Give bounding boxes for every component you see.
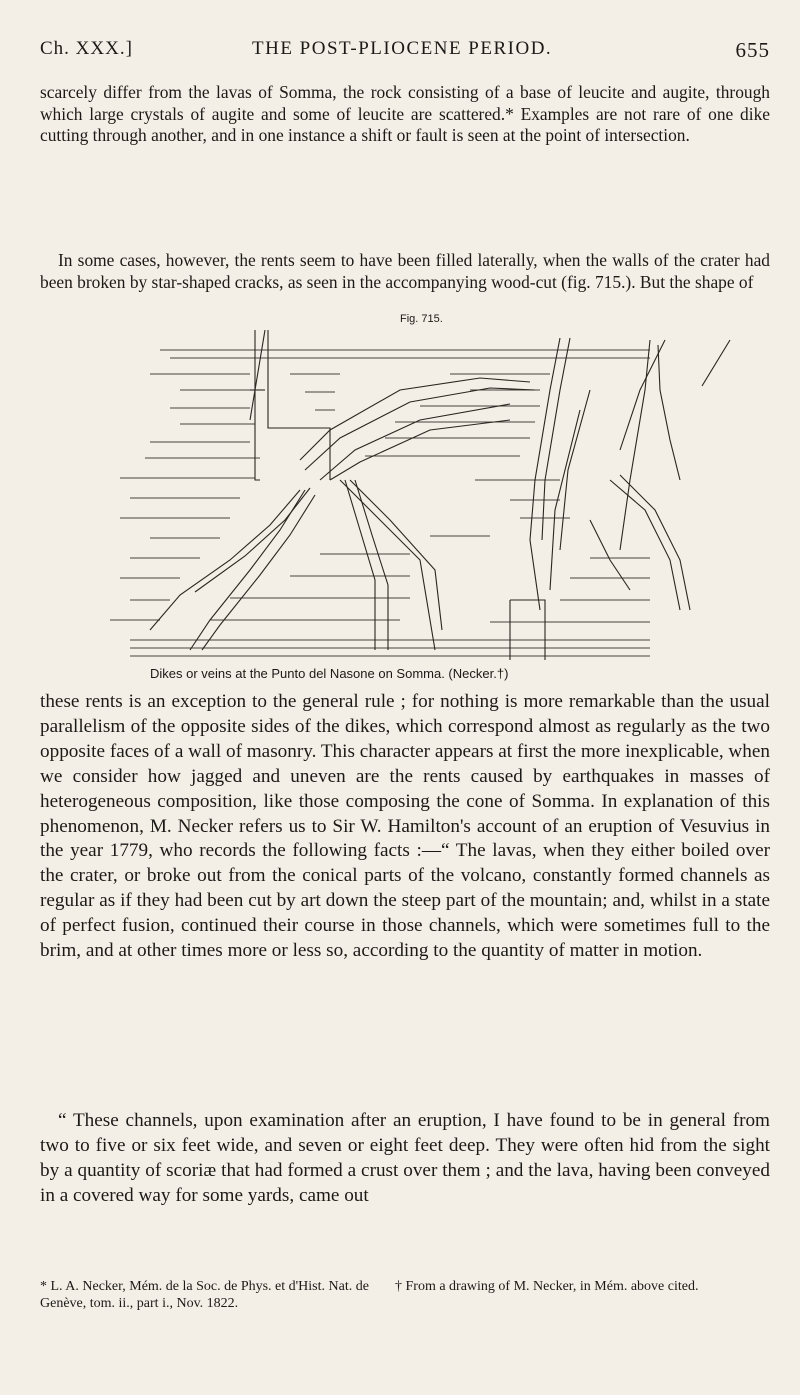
running-head — [40, 38, 770, 68]
figure-caption: Dikes or veins at the Punto del Nasone on Somma. (Necker.†) — [150, 666, 509, 681]
paragraph-top: scarcely differ from the lavas of Somma, the rock consisting of a base of leucite and augite, through which large crystals of augite and some of leucite are scattered.* Examples are not rare of one dike cutting through another, and in one instance a shift or fault is seen at the point of intersection. — [40, 82, 770, 146]
corner-line — [702, 340, 730, 386]
footnote-2: † From a drawing of M. Necker, in Mém. above cited. — [395, 1279, 699, 1294]
lower-right-block — [510, 475, 690, 660]
dike-woodcut-illustration — [90, 330, 770, 660]
paragraph-second: In some cases, however, the rents seem to have been filled laterally, when the walls of the crater had been broken by star-shaped cracks, as seen in the accompanying wood-cut (fig. 715.). But the shape of — [40, 250, 770, 292]
footnote-1: * L. A. Necker, Mém. de la Soc. de Phys. et d'Hist. Nat. de Genève, tom. ii., part i., Nov. 1822. — [40, 1279, 369, 1311]
body-paragraph-1: these rents is an exception to the general rule ; for nothing is more remarkable than the usual parallelism of the opposite sides of the dikes, which correspond almost as regularly as the two opposite faces of a wall of masonry. This character appears at first the more inexplicable, when we consider how jagged and uneven are the rents caused by earthquakes in masses of heterogeneous composition, like those composing the cone of Somma. In explanation of this phenomenon, M. Necker refers us to Sir W. Hamilton's account of an eruption of Vesuvius in the year 1779, who records the following facts :—“ The lavas, when they either boiled over the crater, or broke out from the conical parts of the volcano, constantly formed channels as regular as if they had been cut by art down the steep part of the mountain; and, whilst in a state of perfect fusion, continued their course in those channels, which were sometimes full to the brim, and at other times more or less so, according to the quantity of matter in motion. — [40, 691, 770, 962]
running-title: THE POST-PLIOCENE PERIOD. — [252, 38, 553, 59]
strata-hatching — [110, 350, 650, 656]
wedge-dike-right — [530, 338, 680, 610]
figure-label: Fig. 715. — [400, 313, 443, 325]
woodcut-figure — [90, 330, 770, 660]
page-number: 655 — [735, 38, 770, 62]
body-paragraph-2: “ These channels, upon examination after an eruption, I have found to be in general from two to five or six feet wide, and seven or eight feet deep. They were often hid from the sight by a quantity of scoriæ that had formed a crust over them ; and the lava, having been conveyed in a covered way for some yards, came out — [40, 1110, 770, 1206]
star-shaped-crack — [150, 378, 535, 650]
chapter-reference: Ch. XXX.] — [40, 38, 133, 59]
book-page — [40, 38, 770, 1358]
